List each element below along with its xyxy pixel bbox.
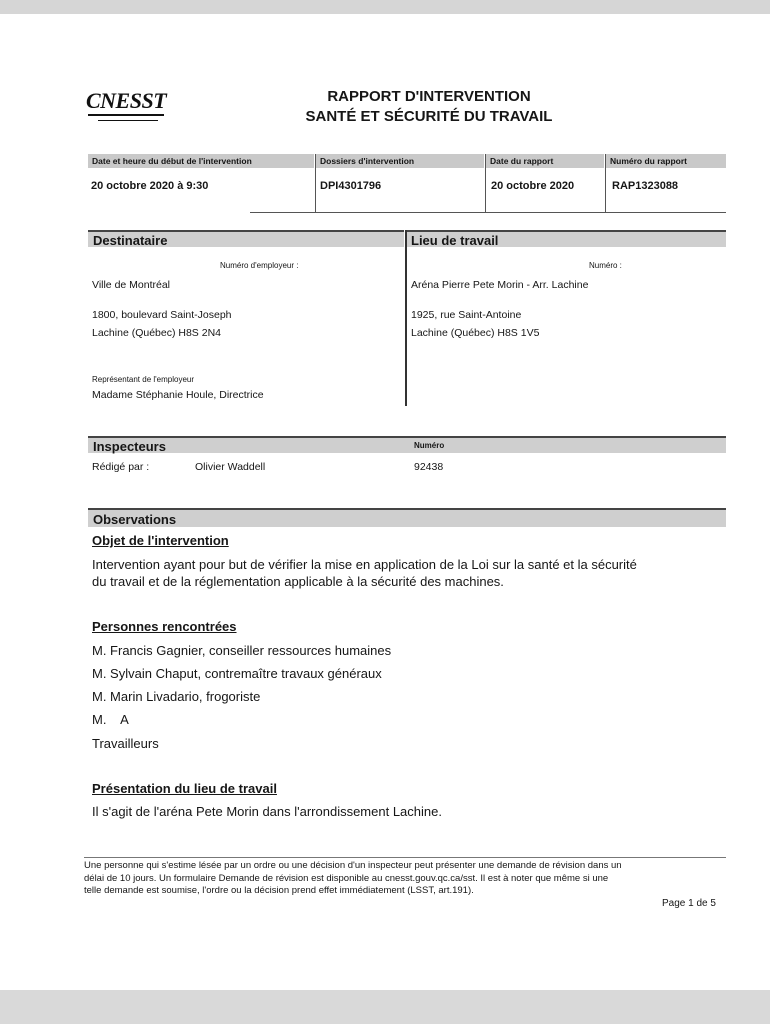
header-numero-label: Numéro du rapport	[606, 154, 726, 168]
logo-text: CNESST	[86, 88, 167, 113]
inspecteur-name: Olivier Waddell	[195, 461, 266, 473]
footer-line1: Une personne qui s'estime lésée par un ordre ou une décision d'un inspecteur peut présenter une demande de révision dans un	[84, 860, 622, 871]
footer-notice	[84, 860, 724, 898]
objet-line1: Intervention ayant pour but de vérifier la mise en application de la Loi sur la santé et la sécurité	[92, 557, 637, 572]
header-divider-2	[485, 154, 486, 212]
report-title-line1: RAPPORT D'INTERVENTION	[327, 88, 531, 105]
personne-3: M. Marin Livadario, frogoriste	[92, 689, 261, 704]
objet-line2: du travail et de la réglementation applicable à la sécurité des machines.	[92, 574, 504, 589]
lieu-heading: Lieu de travail	[406, 230, 726, 247]
header-dossier-value: DPI4301796	[320, 180, 382, 192]
header-date-rapport-label: Date du rapport	[486, 154, 604, 168]
page-number: Page 1 de 5	[662, 898, 716, 909]
presentation-text: Il s'agit de l'aréna Pete Morin dans l'arrondissement Lachine.	[92, 804, 442, 819]
lieu-numero-label: Numéro :	[589, 261, 622, 270]
representant-label: Représentant de l'employeur	[92, 375, 195, 384]
scan-bottom-band	[0, 990, 770, 1024]
inspecteurs-heading	[88, 436, 726, 453]
scan-top-band	[0, 0, 770, 14]
objet-title: Objet de l'intervention	[92, 533, 229, 548]
destinataire-heading: Destinataire	[88, 230, 404, 247]
footer-rule	[84, 857, 726, 858]
header-bottom-line	[250, 212, 726, 213]
inspecteurs-numero-label: Numéro	[414, 441, 445, 450]
header-numero-value: RAP1323088	[612, 180, 679, 192]
personnes-title: Personnes rencontrées	[92, 619, 237, 634]
presentation-title: Présentation du lieu de travail	[92, 781, 277, 796]
destinataire-address1: 1800, boulevard Saint-Joseph	[92, 309, 232, 321]
personne-1: M. Francis Gagnier, conseiller ressources humaines	[92, 643, 392, 658]
destinataire-address2: Lachine (Québec) H8S 2N4	[92, 327, 221, 339]
header-dossier-label: Dossiers d'intervention	[316, 154, 484, 168]
personne-2: M. Sylvain Chaput, contremaître travaux généraux	[92, 666, 382, 681]
personne-5: Travailleurs	[92, 736, 159, 751]
header-date-debut-label: Date et heure du début de l'intervention	[88, 154, 314, 168]
footer-line2: délai de 10 jours. Un formulaire Demande de révision est disponible au cnesst.gouv.qc.ca/sst. Il est à noter que même si une	[84, 872, 609, 884]
destinataire-lieu-divider	[405, 230, 407, 406]
personne-4: M. A	[92, 712, 129, 727]
report-title-line2: SANTÉ ET SÉCURITÉ DU TRAVAIL	[305, 108, 553, 125]
footer-line3: telle demande est soumise, l'ordre ou la décision prend effet immédiatement (LSST, art.191).	[84, 885, 474, 896]
representant-name: Madame Stéphanie Houle, Directrice	[92, 389, 264, 401]
header-date-rapport-value: 20 octobre 2020	[491, 180, 575, 192]
redige-par-label: Rédigé par :	[92, 461, 150, 473]
document-page	[10, 26, 758, 988]
lieu-name: Aréna Pierre Pete Morin - Arr. Lachine	[411, 279, 589, 291]
destinataire-name: Ville de Montréal	[92, 279, 171, 291]
numero-employeur-label: Numéro d'employeur :	[220, 261, 299, 270]
lieu-address1: 1925, rue Saint-Antoine	[411, 309, 522, 321]
inspecteur-numero: 92438	[414, 461, 444, 473]
header-date-debut-value: 20 octobre 2020 à 9:30	[91, 180, 209, 192]
header-divider-1	[315, 154, 316, 212]
lieu-address2: Lachine (Québec) H8S 1V5	[411, 327, 540, 339]
inspecteurs-heading-text: Inspecteurs	[93, 439, 166, 454]
observations-heading: Observations	[88, 508, 726, 527]
header-divider-3	[605, 154, 606, 212]
